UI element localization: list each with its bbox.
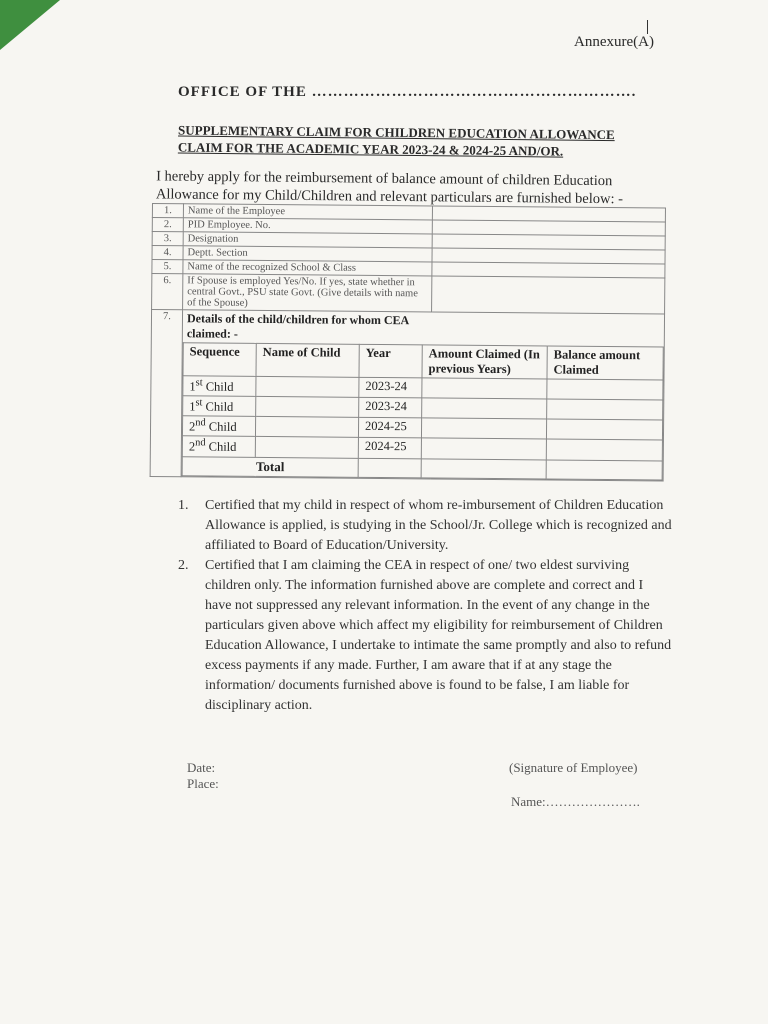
ordinal: 2 xyxy=(188,419,196,434)
col-header: Year xyxy=(359,344,422,378)
total-row xyxy=(182,456,662,479)
ordinal-suffix: nd xyxy=(195,417,206,429)
ordinal-suffix: st xyxy=(195,397,203,409)
green-corner-mark xyxy=(0,0,60,50)
total-balance-cell[interactable] xyxy=(546,460,662,480)
row-value[interactable] xyxy=(432,276,665,314)
child-word: Child xyxy=(202,379,234,394)
col-header: Balance amount Claimed xyxy=(547,346,663,380)
sequence-cell xyxy=(182,416,255,437)
table-row xyxy=(150,310,664,481)
balance-cell[interactable] xyxy=(547,399,663,420)
row-label: Designation xyxy=(183,232,432,248)
year-cell: 2023-24 xyxy=(359,397,422,418)
child-word: Child xyxy=(202,399,234,415)
heading-line-1: SUPPLEMENTARY CLAIM FOR CHILDREN EDUCATION ALLOWANCE xyxy=(178,122,615,143)
year-cell: 2024-25 xyxy=(358,438,421,459)
certification-number: 1. xyxy=(178,498,189,513)
place-label: Place: xyxy=(187,776,219,791)
office-line: OFFICE OF THE ……………………………………………………. xyxy=(178,84,637,100)
name-label: Name:…………………. xyxy=(511,794,640,809)
heading-line-2: CLAIM FOR THE ACADEMIC YEAR 2023-24 & 2024-25 AND/OR. xyxy=(177,139,564,159)
child-name-cell[interactable] xyxy=(255,437,358,458)
total-year-cell xyxy=(358,458,421,478)
row-number: 6. xyxy=(152,274,183,310)
child-word: Child xyxy=(205,419,237,435)
col-header: Amount Claimed (In previous Years) xyxy=(422,345,547,379)
table-row xyxy=(152,274,665,314)
sequence-cell xyxy=(183,376,256,397)
col-header: Name of Child xyxy=(256,343,359,377)
sequence-cell xyxy=(182,436,255,457)
amount-claimed-cell[interactable] xyxy=(422,398,547,419)
year-cell: 2024-25 xyxy=(358,418,421,439)
certification-item xyxy=(178,556,672,716)
row-number: 5. xyxy=(152,260,183,274)
signature-label: (Signature of Employee) xyxy=(509,760,638,775)
certification-text: Certified that I am claiming the CEA in respect of one/ two eldest surviving children only. The information furnished above are complete and correct and I have not suppressed any relevant information. In the event of any change in the particulars given above which affect my eligibility for reimbursement of Children Education Allowance, I undertake to intimate the same promptly and also to refund excess payments if any made. Further, I am aware that if at any stage the information/ documents furnished above is found to be false, I am liable for disciplinary action. xyxy=(205,558,672,713)
certifications xyxy=(178,496,672,716)
row-number: 3. xyxy=(152,232,183,246)
row-number: 4. xyxy=(152,246,183,260)
annexure-label: Annexure(A) xyxy=(574,34,654,50)
child-details-label: Details of the child/children for whom CEA claimed: - xyxy=(186,311,409,341)
ordinal: 2 xyxy=(188,439,196,455)
form-heading xyxy=(178,122,648,161)
pen-mark xyxy=(647,20,648,34)
row-number: 7. xyxy=(150,310,182,477)
child-word: Child xyxy=(205,440,237,455)
ordinal: 1 xyxy=(189,399,196,414)
year-cell: 2023-24 xyxy=(359,377,422,398)
amount-claimed-cell[interactable] xyxy=(422,378,547,399)
ordinal-suffix: nd xyxy=(195,437,206,449)
child-details-cell xyxy=(181,310,664,481)
ordinal-suffix: st xyxy=(195,377,203,389)
child-table-header xyxy=(183,343,663,380)
intro-paragraph: I hereby apply for the reimbursement of balance amount of children Education Allowance for my Child/Children and relevant particulars are furnished below: - xyxy=(155,168,624,208)
row-label: Deptt. Section xyxy=(183,246,432,262)
balance-cell[interactable] xyxy=(546,419,662,440)
certification-text: Certified that my child in respect of whom re-imbursement of Children Education Allowance is applied, is studying in the School/Jr. College which is recognized and affiliated to Board of Education/University. xyxy=(205,498,672,553)
col-header: Sequence xyxy=(183,343,256,377)
date-place-block xyxy=(187,760,219,792)
sequence-cell xyxy=(183,396,256,417)
certification-number: 2. xyxy=(178,558,189,573)
child-name-cell[interactable] xyxy=(255,417,358,438)
child-name-cell[interactable] xyxy=(256,397,359,418)
amount-claimed-cell[interactable] xyxy=(421,418,546,439)
row-label: Name of the Employee xyxy=(183,204,432,220)
certification-item xyxy=(178,496,672,556)
child-name-cell[interactable] xyxy=(256,376,359,397)
row-label: PID Employee. No. xyxy=(183,218,432,234)
date-label: Date: xyxy=(187,760,216,775)
row-label: Name of the recognized School & Class xyxy=(183,260,432,276)
total-label: Total xyxy=(182,456,358,477)
amount-claimed-cell[interactable] xyxy=(421,438,546,459)
row-number: 2. xyxy=(152,218,183,232)
row-label: If Spouse is employed Yes/No. If yes, state whether in central Govt., PSU state Govt. (Give details with name of the Spouse) xyxy=(183,274,432,312)
particulars-table xyxy=(150,203,666,481)
balance-cell[interactable] xyxy=(547,379,663,400)
child-table xyxy=(182,342,664,480)
row-number: 1. xyxy=(152,204,183,218)
total-amount-cell[interactable] xyxy=(421,458,546,478)
balance-cell[interactable] xyxy=(546,439,662,460)
ordinal: 1 xyxy=(189,379,196,394)
